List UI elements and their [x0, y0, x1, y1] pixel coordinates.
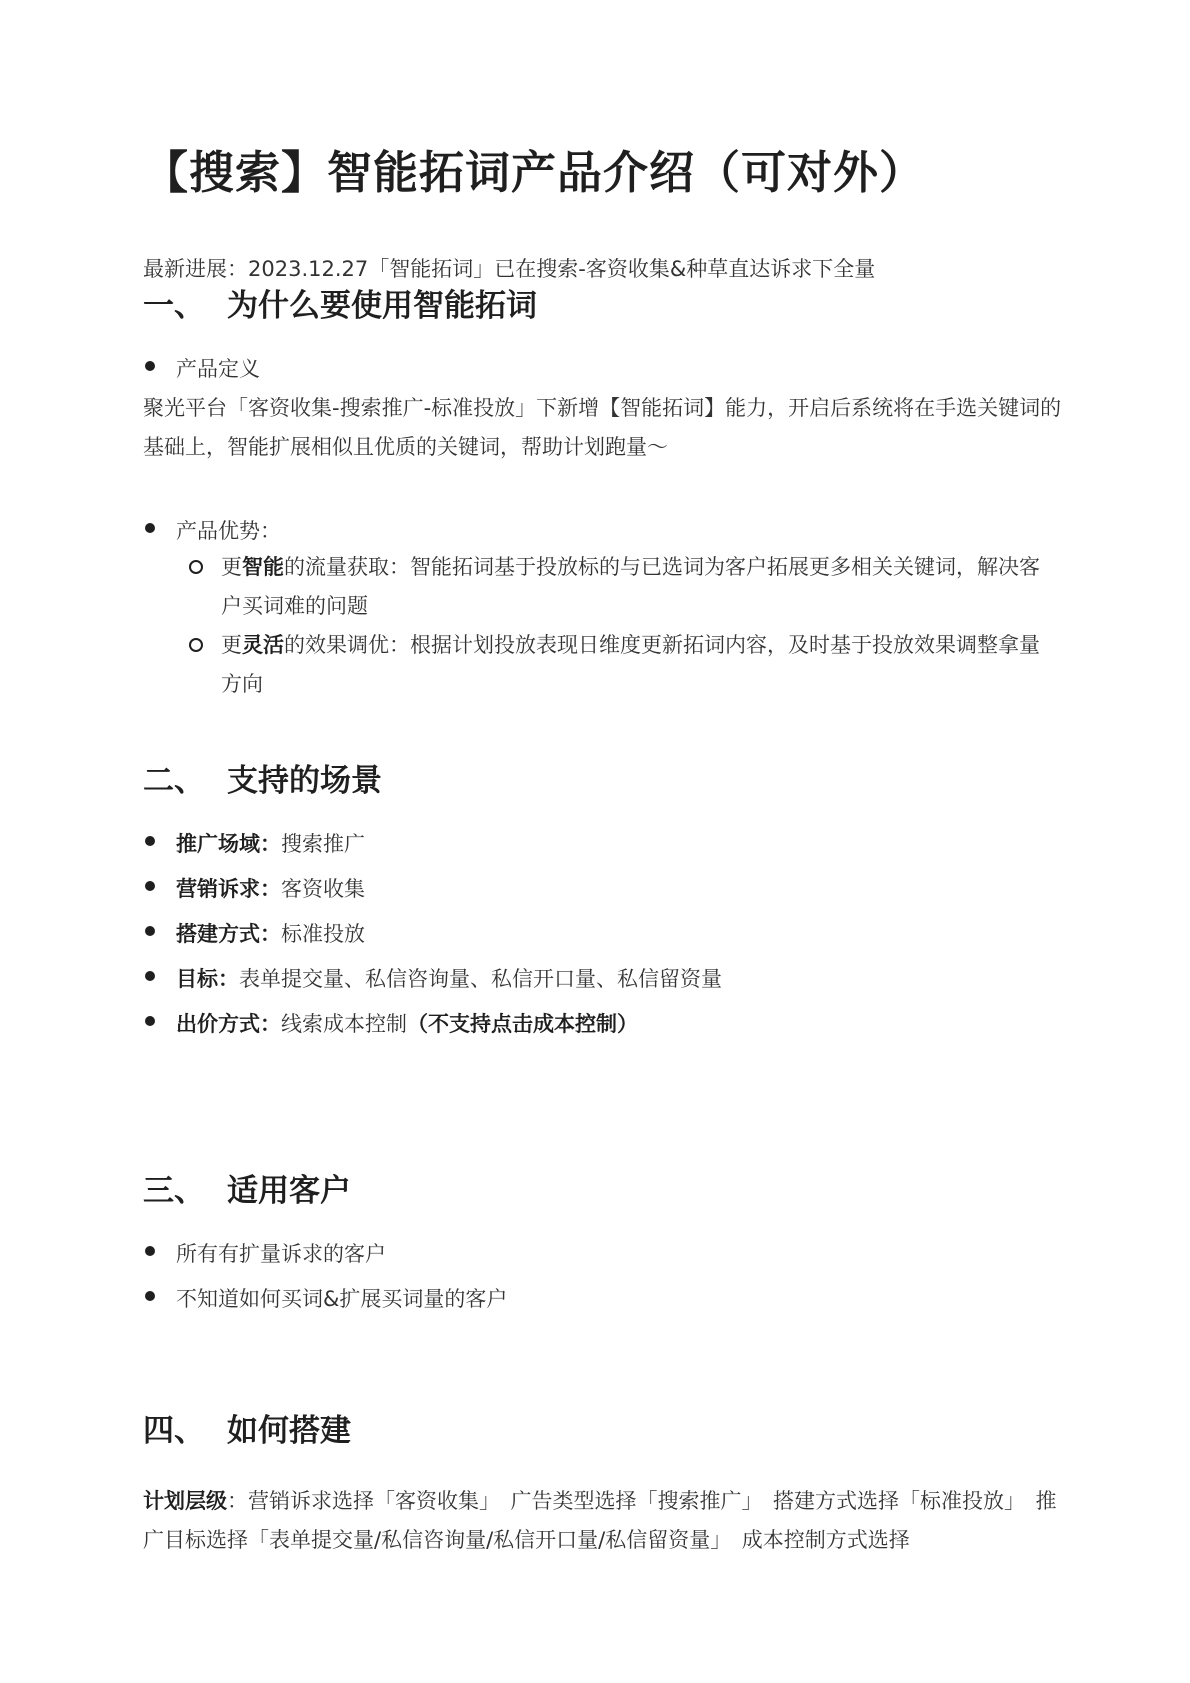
section-number: 二、 [143, 763, 205, 799]
build-level-text: ：营销诉求选择「客资收集」 广告类型选择「搜索推广」 搭建方式选择「标准投放」 推广目标选择「表单提交量/私信咨询量/私信开口量/私信留资量」 成本控制方式选择 [143, 1489, 1057, 1552]
section-heading-1 [143, 280, 537, 325]
scenario-value: 搜索推广 [281, 832, 365, 856]
section-heading-2 [143, 755, 382, 800]
section-number: 一、 [143, 288, 205, 324]
sub-list-item-advantage-1 [221, 548, 1051, 626]
section-title: 为什么要使用智能拓词 [227, 288, 537, 324]
section-heading-4 [143, 1405, 351, 1450]
scenario-extra: （不支持点击成本控制） [407, 1012, 638, 1036]
advantage-keyword: 智能 [242, 555, 284, 579]
scenario-label: 搭建方式： [176, 922, 281, 946]
section-number: 四、 [143, 1413, 205, 1449]
scenario-value: 表单提交量、私信咨询量、私信开口量、私信留资量 [239, 967, 722, 991]
list-item-product-definition: 产品定义 [176, 353, 260, 383]
list-item-scenario [176, 963, 722, 993]
advantage-prefix: 更 [221, 555, 242, 579]
build-level-label: 计划层级 [143, 1489, 227, 1513]
list-item-scenario [176, 828, 365, 858]
scenario-value: 线索成本控制 [281, 1012, 407, 1036]
list-item-scenario [176, 1008, 638, 1038]
definition-paragraph: 聚光平台「客资收集-搜索推广-标准投放」下新增【智能拓词】能力，开启后系统将在手选关键词的基础上，智能扩展相似且优质的关键词，帮助计划跑量～ [143, 396, 1062, 459]
scenario-value: 客资收集 [281, 877, 365, 901]
section-title: 支持的场景 [227, 763, 382, 799]
build-paragraph [143, 1482, 1063, 1560]
section-heading-3 [143, 1165, 351, 1210]
scenario-label: 推广场域： [176, 832, 281, 856]
list-item-customer: 不知道如何买词&扩展买词量的客户 [176, 1283, 507, 1313]
section-title: 如何搭建 [227, 1413, 351, 1449]
sub-list-item-advantage-2 [221, 626, 1051, 704]
advantage-text: 的效果调优：根据计划投放表现日维度更新拓词内容，及时基于投放效果调整拿量方向 [221, 633, 1040, 696]
advantage-prefix: 更 [221, 633, 242, 657]
page-title: 【搜索】智能拓词产品介绍（可对外） [143, 146, 926, 199]
list-item-scenario [176, 873, 365, 903]
scenario-value: 标准投放 [281, 922, 365, 946]
scenario-label: 出价方式： [176, 1012, 281, 1036]
section-title: 适用客户 [227, 1173, 351, 1209]
progress-note: 最新进展：2023.12.27「智能拓词」已在搜索-客资收集&种草直达诉求下全量 [143, 257, 876, 281]
list-item-product-advantages: 产品优势： [176, 515, 281, 545]
scenario-label: 目标： [176, 967, 239, 991]
advantage-text: 的流量获取：智能拓词基于投放标的与已选词为客户拓展更多相关关键词，解决客户买词难的问题 [221, 555, 1040, 618]
section-number: 三、 [143, 1173, 205, 1209]
list-item-customer: 所有有扩量诉求的客户 [176, 1238, 386, 1268]
scenario-label: 营销诉求： [176, 877, 281, 901]
list-item-scenario [176, 918, 365, 948]
advantage-keyword: 灵活 [242, 633, 284, 657]
